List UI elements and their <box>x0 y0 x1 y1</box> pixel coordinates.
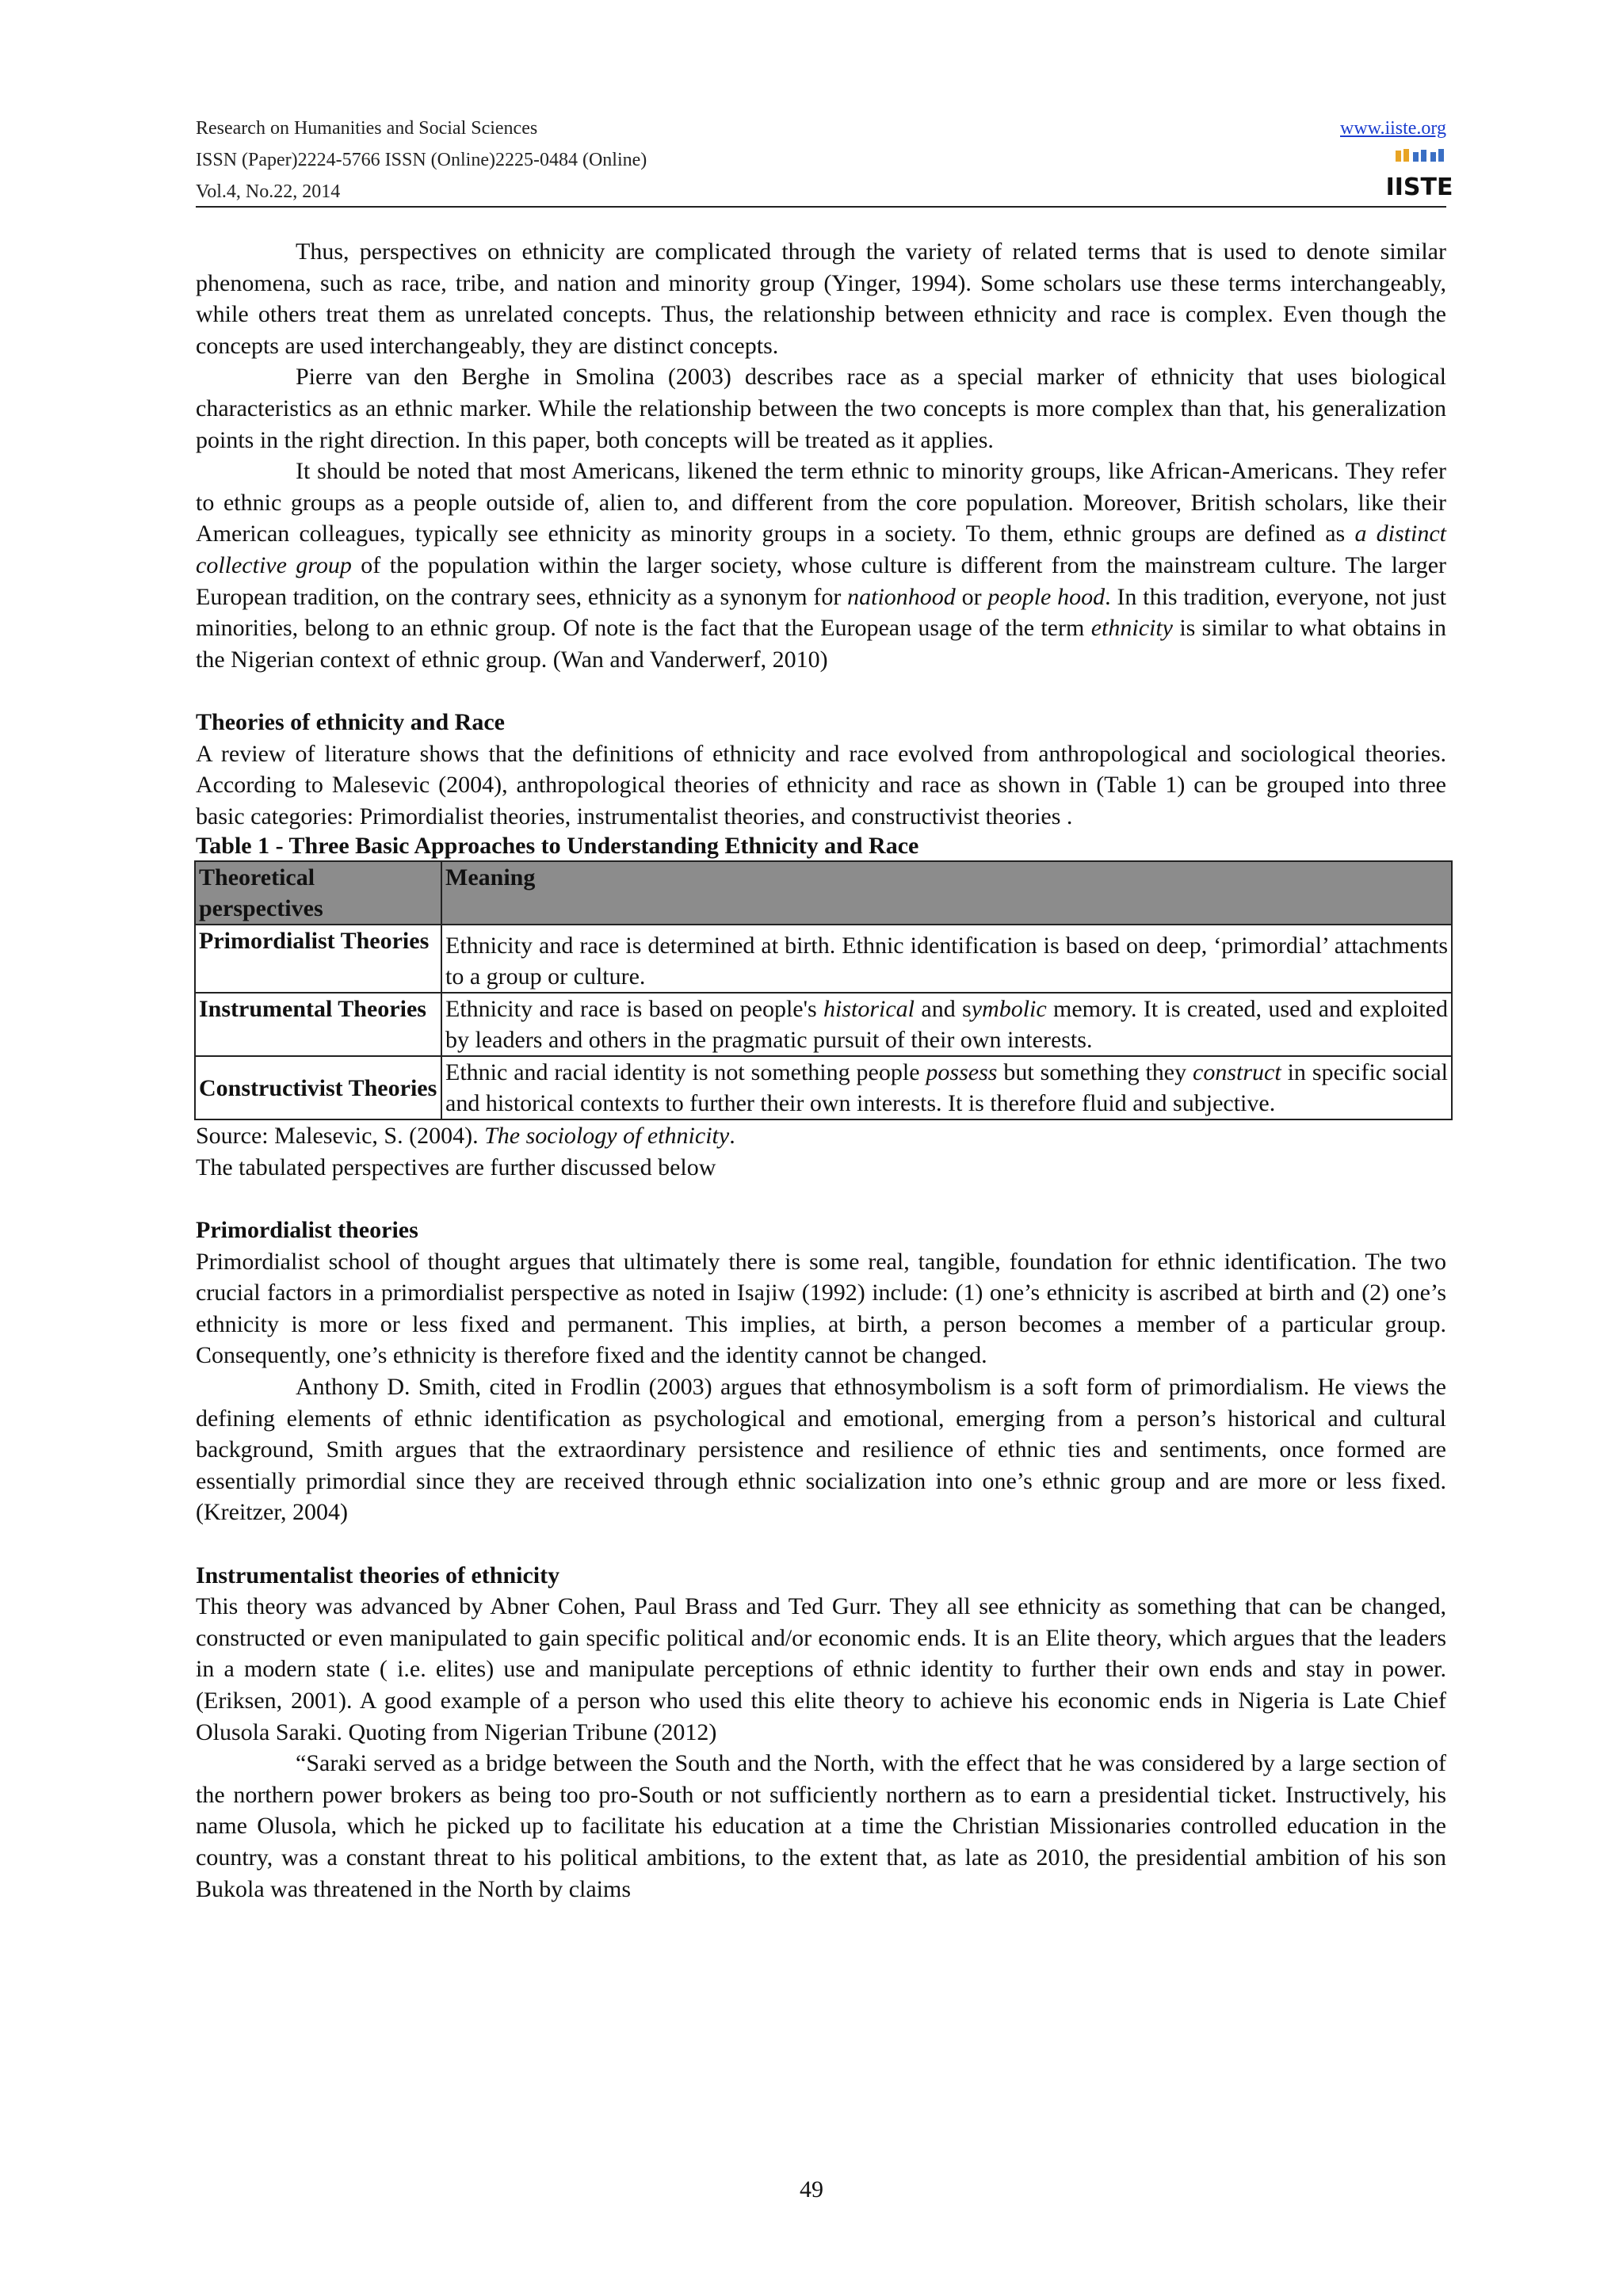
table-header-meaning: Meaning <box>441 861 1452 925</box>
italic-run: possess <box>926 1059 998 1086</box>
text-run: Ethnicity and race is based on people's <box>445 996 824 1023</box>
issn-line: ISSN (Paper)2224-5766 ISSN (Online)2225-0484 (Online) <box>196 150 647 170</box>
spacer <box>196 1183 1446 1215</box>
italic-run: historical <box>823 996 915 1023</box>
section-heading-primordialist: Primordialist theories <box>196 1217 418 1244</box>
journal-url-link[interactable]: www.iiste.org <box>1340 118 1446 139</box>
paragraph-saraki-quote: “Saraki served as a bridge between the South and the North, with the effect that he was considered by a large section of the northern power brokers as being too pro-South or not sufficiently northern as to earn a presidential ticket. Instructively, his name Olusola, which he picked up to facilitate his education at a time the Christian Missionaries controlled education in the country, was a constant threat to his political ambitions, to the extent that, as late as 2010, the presidential ambition of his son Bukola was threatened in the North by claims <box>196 1750 1446 1902</box>
page-header <box>196 113 1453 208</box>
table-cell-meaning <box>441 1056 1452 1119</box>
table-header-row <box>195 861 1452 925</box>
italic-run: people hood <box>987 583 1106 610</box>
page-number: 49 <box>800 2176 823 2203</box>
text-run: Source: Malesevic, S. (2004). <box>196 1123 485 1150</box>
table-cell-name: Primordialist Theories <box>195 925 441 993</box>
paragraph-ethnicity-terms: Thus, perspectives on ethnicity are complicated through the variety of related terms that is used to denote similar phenomena, such as race, tribe, and nation and minority group (Yinger, 1994). Some scholars use these terms interchangeably, while others treat them as unrelated concepts. Thus, the relationship between ethnicity and race is complex. Even though the concepts are used interchangeably, they are distinct concepts. <box>196 238 1446 359</box>
text-run: . <box>729 1123 735 1150</box>
italic-run: a distinct collective group <box>196 521 1446 578</box>
italic-run: construct <box>1193 1059 1281 1086</box>
text-run: is similar to what obtains in the Nigerian context of ethnic group. (Wan and Vanderwerf, 2010) <box>196 615 1446 673</box>
article-body <box>196 236 1446 1905</box>
paragraph-smith: Anthony D. Smith, cited in Frodlin (2003) argues that ethnosymbolism is a soft form of primordialism. He views the defining elements of ethnic identification as psychological and emotional, emerging from a person’s historical and cultural background, Smith argues that the extraordinary persistence and resilience of ethnic ties and sentiments, once formed are essentially primordial since they are received through ethnic socialization into one’s ethnic group and are more or less fixed. (Kreitzer, 2004) <box>196 1374 1446 1526</box>
table-title: Table 1 - Three Basic Approaches to Understanding Ethnicity and Race <box>196 833 919 860</box>
volume-line: Vol.4, No.22, 2014 <box>196 181 341 202</box>
text-run: memory. It is created, used and exploited by leaders and others in the pragmatic pursuit of their own interests. <box>445 996 1448 1054</box>
table-row <box>195 993 1452 1056</box>
text-run: . In this tradition, everyone, not just minorities, belong to an ethnic group. Of note is the fact that the European usage of the term <box>196 583 1446 642</box>
approaches-table <box>194 860 1453 1120</box>
paragraph-review: A review of literature shows that the definitions of ethnicity and race evolved from anthropological and sociological theories. According to Malesevic (2004), anthropological theories of ethnicity and race as shown in (Table 1) can be grouped into three basic categories: Primordialist theories, instrumentalist theories, and constructivist theories . <box>196 740 1446 830</box>
paragraph-americans <box>196 456 1446 675</box>
text-run: or <box>955 583 988 610</box>
text-run: Ethnic and racial identity is not something people <box>445 1059 926 1086</box>
journal-info <box>196 113 647 208</box>
table-row <box>195 1056 1452 1119</box>
text-run: but something they <box>997 1059 1193 1086</box>
paragraph-primordialist: Primordialist school of thought argues that ultimately there is some real, tangible, foundation for ethnic identification. The two crucial factors in a primordialist perspective as noted in Isajiw (1992) include: (1) one’s ethnicity is ascribed at birth and (2) one’s ethnicity is more or less fixed and permanent. This implies, at birth, a person becomes a member of a particular group. Consequently, one’s ethnicity is therefore fixed and the identity cannot be changed. <box>196 1248 1446 1369</box>
table-cell-name: Instrumental Theories <box>195 993 441 1056</box>
text-run: in specific social and historical contexts to further their own interests. It is therefore fluid and subjective. <box>445 1059 1448 1117</box>
section-heading-theories: Theories of ethnicity and Race <box>196 708 505 735</box>
table-row <box>195 925 1452 993</box>
tabulated-note: The tabulated perspectives are further discussed below <box>196 1154 716 1180</box>
italic-run: The sociology of ethnicity <box>484 1123 730 1150</box>
section-heading-instrumentalist: Instrumentalist theories of ethnicity <box>196 1562 560 1589</box>
table-header-perspectives: Theoretical perspectives <box>195 861 441 925</box>
spacer <box>196 675 1446 707</box>
italic-run: ethnicity <box>1090 615 1173 642</box>
journal-title: Research on Humanities and Social Sciences <box>196 118 538 139</box>
paragraph-van-den-berghe: Pierre van den Berghe in Smolina (2003) describes race as a special marker of ethnicity that uses biological characteristics as an ethnic marker. While the relationship between the two concepts is more complex than that, his generalization points in the right direction. In this paper, both concepts will be treated as it applies. <box>196 364 1446 453</box>
table-cell-name: Constructivist Theories <box>195 1056 441 1119</box>
iiste-logo-icon <box>1385 147 1453 201</box>
text-run: and s <box>915 996 972 1023</box>
table-cell-meaning <box>441 993 1452 1056</box>
logo-text: IISTE <box>1385 174 1453 201</box>
paragraph-instrumentalist: This theory was advanced by Abner Cohen, Paul Brass and Ted Gurr. They all see ethnicity as something that can be changed, constructed or even manipulated to gain specific political and/or economic ends. It is an Elite theory, which argues that the leaders in a modern state ( i.e. elites) use and manipulate perceptions of ethnic identity to further their own ends and stay in power. (Eriksen, 2001). A good example of a person who used this elite theory to achieve his economic ends in Nigeria is Late Chief Olusola Saraki. Quoting from Nigerian Tribune (2012) <box>196 1593 1446 1745</box>
italic-run: nationhood <box>847 583 956 610</box>
text-run: of the population within the larger society, whose culture is different from the mainstream culture. The larger European tradition, on the contrary sees, ethnicity as a synonym for <box>196 551 1446 610</box>
table-cell-meaning: Ethnicity and race is determined at birth. Ethnic identification is based on deep, ‘primordial’ attachments to a group or culture. <box>441 925 1452 993</box>
table-source <box>196 1120 1446 1152</box>
spacer <box>196 1528 1446 1560</box>
italic-run: ymbolic <box>971 996 1047 1023</box>
text-run: It should be noted that most Americans, likened the term ethnic to minority groups, like African-Americans. They refer to ethnic groups as a people outside of, alien to, and different from the core population. Moreover, British scholars, like their American colleagues, typically see ethnicity as minority groups in a society. To them, ethnic groups are defined as <box>196 458 1446 547</box>
